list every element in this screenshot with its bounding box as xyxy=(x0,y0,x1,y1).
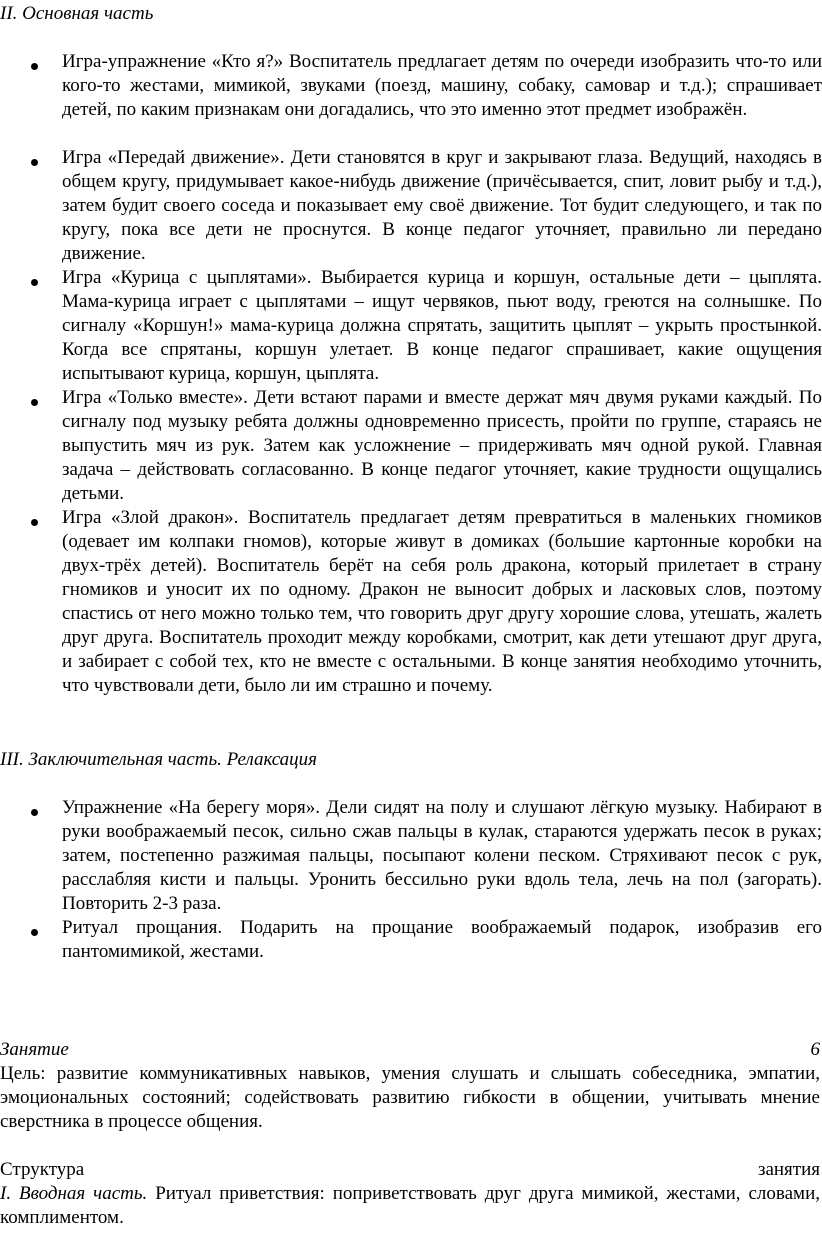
bullet-icon xyxy=(31,809,38,816)
lesson-title-row xyxy=(0,1038,820,1062)
list-item-text: Игра-упражнение «Кто я?» Воспитатель предлагает детям по очереди изобразить что-то или кого-то жестами, мимикой, звуками (поезд, машину, собаку, самовар и т.д.); спрашивает детей, по каким признакам они догадались, что это именно этот предмет изображён. xyxy=(62,51,822,120)
list-item-text: Игра «Только вместе». Дети встают парами и вместе держат мяч двумя руками каждый. По сигналу под музыку ребята должны одновременно присесть, пройти по группе, стараясь не выпустить мяч из рук. Затем как усложнение – придерживать мяч одной рукой. Главная задача – действовать согласованно. В конце педагог уточняет, какие трудности ощущались детьми. xyxy=(62,387,822,504)
bullet-icon xyxy=(31,929,38,936)
list-item-text: Упражнение «На берегу моря». Дели сидят на полу и слушают лёгкую музыку. Набирают в руки воображаемый песок, сильно сжав пальцы в кулак, стараются удержать песок в руках; затем, постепенно разжимая пальцы, посыпают колени песком. Стряхивают песок с рук, расслабляя кисти и пальцы. Уронить бессильно руки вдоль тела, лечь на пол (загорать). Повторить 2-3 раза. xyxy=(62,797,822,914)
bullet-icon xyxy=(31,519,38,526)
bullet-icon xyxy=(31,63,38,70)
intro-paragraph xyxy=(0,1182,820,1230)
section-heading-main: II. Основная часть xyxy=(0,3,154,24)
bullet-icon xyxy=(31,399,38,406)
lesson-goal: Цель: развитие коммуникативных навыков, умения слушать и слышать собеседника, эмпатии, эмоциональных состояний; содействовать развитию гибкости в общении, учитывать мнение сверстника в процессе общения. xyxy=(0,1063,820,1132)
structure-label-end: занятия xyxy=(757,1159,820,1180)
list-item-text: Игра «Курица с цыплятами». Выбирается курица и коршун, остальные дети – цыплята. Мама-курица играет с цыплятами – ищут червяков, пьют воду, греются на солнышке. По сигналу «Коршун!» мама-курица должна спрятать, защитить цыплят – укрыть простынкой. Когда все спрятаны, коршун улетает. В конце педагог спрашивает, какие ощущения испытывают курица, коршун, цыплята. xyxy=(62,267,822,384)
lesson-number: 6 xyxy=(810,1039,820,1060)
list-item-text: Ритуал прощания. Подарить на прощание воображаемый подарок, изобразив его пантомимикой, жестами. xyxy=(62,917,822,962)
bullet-icon xyxy=(31,159,38,166)
list-item-text: Игра «Передай движение». Дети становятся в круг и закрывают глаза. Ведущий, находясь в общем кругу, придумывает какое-нибудь движение (причёсывается, спит, ловит рыбу и т.д.), затем будит своего соседа и показывает ему своё движение. Тот будит следующего, и так по кругу, пока все дети не проснутся. В конце педагог уточняет, правильно ли передано движение. xyxy=(62,147,822,264)
intro-text: Ритуал приветствия: поприветствовать друг друга мимикой, жестами, словами, комплиментом. xyxy=(0,1183,820,1228)
structure-row xyxy=(0,1158,820,1182)
section-heading-final: III. Заключительная часть. Релаксация xyxy=(0,749,317,770)
structure-label: Структура xyxy=(0,1159,85,1180)
lesson-title: Занятие xyxy=(0,1039,69,1060)
intro-label: I. Вводная часть. xyxy=(0,1183,148,1204)
list-item-text: Игра «Злой дракон». Воспитатель предлагает детям превратиться в маленьких гномиков (одевает им колпаки гномов), которые живут в домиках (большие картонные коробки на двух-трёх детей). Воспитатель берёт на себя роль дракона, который прилетает в страну гномиков и уносит их по одному. Дракон не выносит добрых и ласковых слов, поэтому спастись от него можно только тем, что говорить друг другу хорошие слова, утешать, жалеть друг друга. Воспитатель проходит между коробками, смотрит, как дети утешают друг друга, и забирает с собой тех, кто не вместе с остальными. В конце занятия необходимо уточнить, что чувствовали дети, было ли им страшно и почему. xyxy=(62,507,822,696)
bullet-icon xyxy=(31,279,38,286)
